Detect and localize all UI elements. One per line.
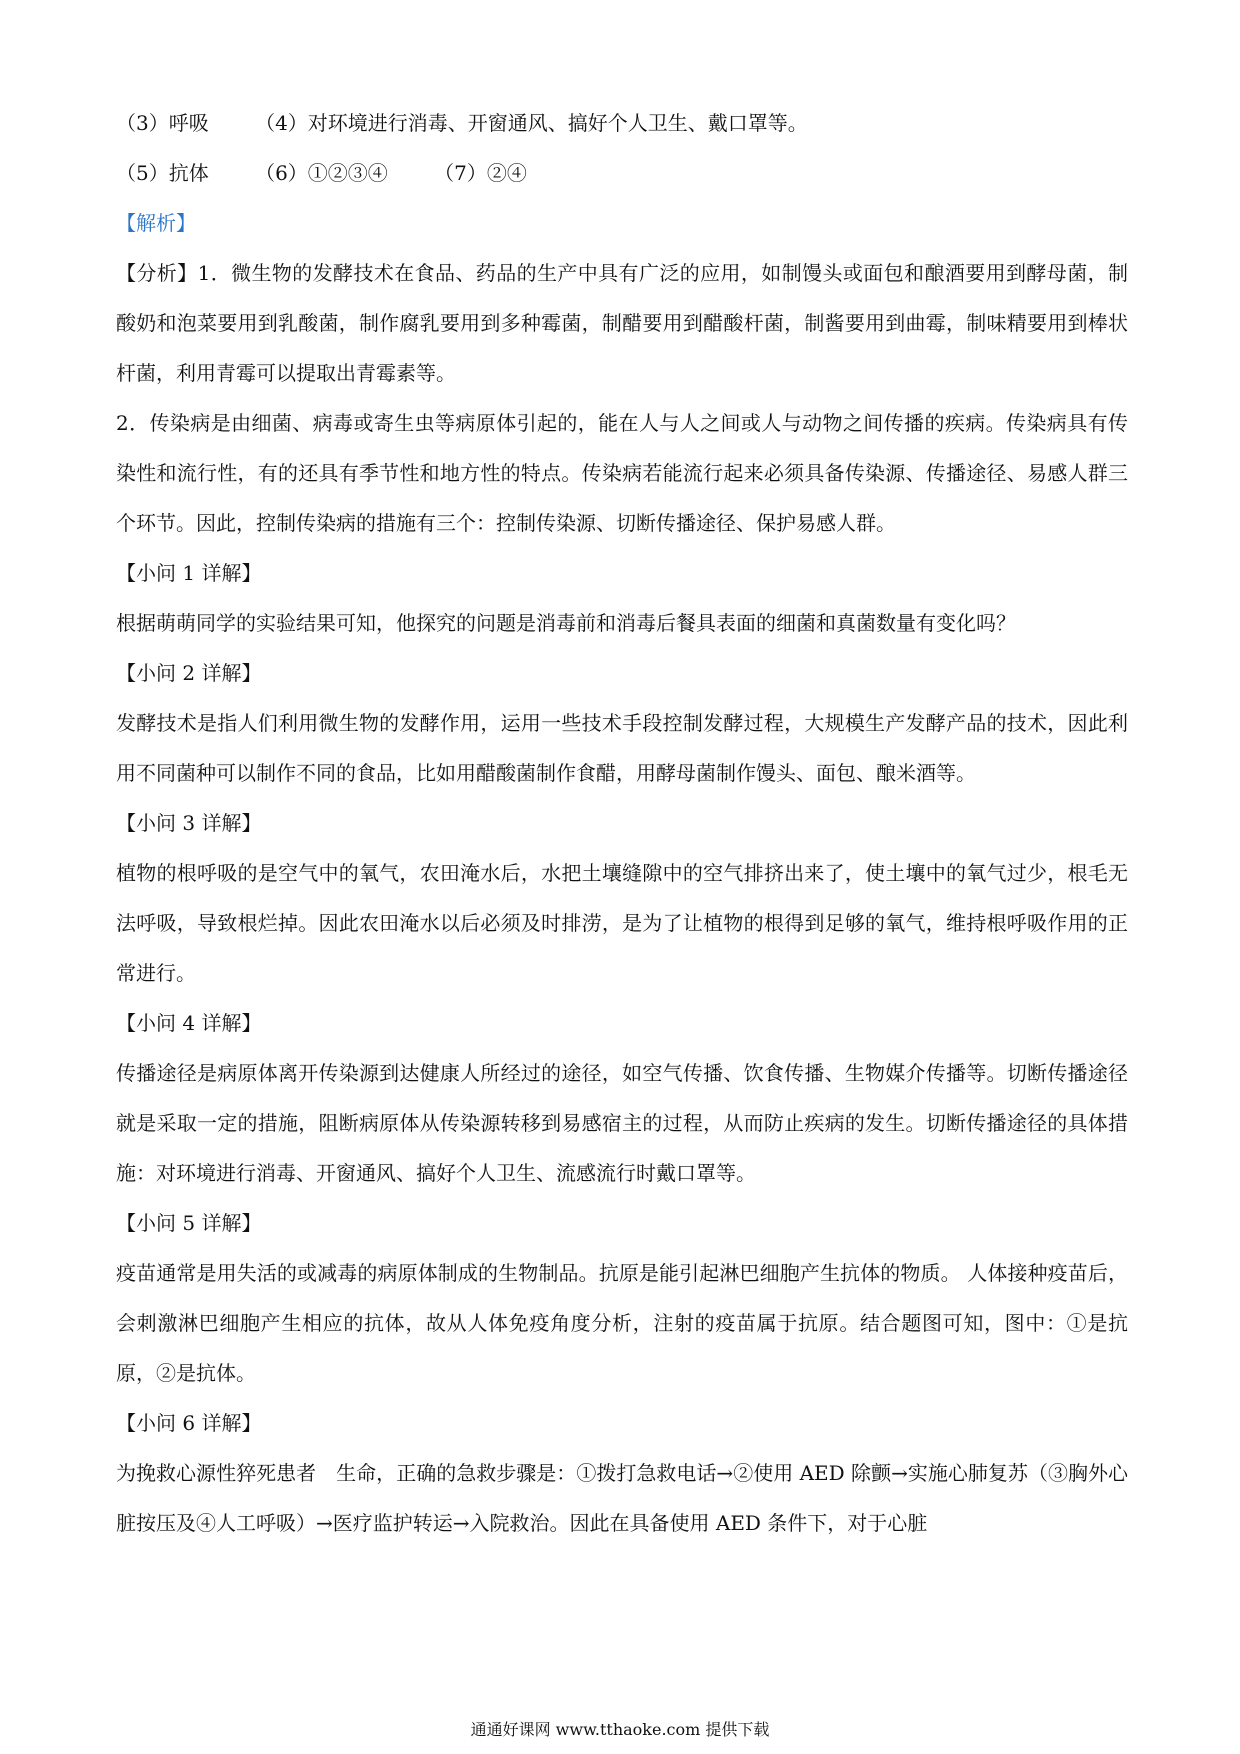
q6-heading: 【小问 6 详解】 (116, 1411, 262, 1435)
q3-text: 植物的根呼吸的是空气中的氧气，农田淹水后，水把土壤缝隙中的空气排挤出来了，使土壤中的氧气过少，根毛无法呼吸，导致根烂掉。因此农田淹水以后必须及时排涝，是为了让植物的根得到足够的氧气，维持根呼吸作用的正常进行。 (116, 861, 1128, 985)
q1-heading: 【小问 1 详解】 (116, 561, 262, 585)
page-footer: 通通好课网 www.tthaoke.com 提供下载 (470, 1720, 770, 1739)
q2-text: 发酵技术是指人们利用微生物的发酵作用，运用一些技术手段控制发酵过程，大规模生产发酵产品的技术，因此利用不同菌种可以制作不同的食品，比如用醋酸菌制作食醋，用酵母菌制作馒头、面包、酿米酒等。 (116, 711, 1128, 785)
q4-heading: 【小问 4 详解】 (116, 1011, 262, 1035)
q3-heading: 【小问 3 详解】 (116, 811, 262, 835)
answer-row-2: （5）抗体 （6）①②③④ （7）②④ (116, 161, 527, 185)
document-body (116, 98, 1128, 1548)
q1-text: 根据萌萌同学的实验结果可知，他探究的问题是消毒前和消毒后餐具表面的细菌和真菌数量有变化吗？ (116, 611, 1016, 635)
q4-text: 传播途径是病原体离开传染源到达健康人所经过的途径，如空气传播、饮食传播、生物媒介传播等。切断传播途径就是采取一定的措施，阻断病原体从传染源转移到易感宿主的过程，从而防止疾病的发生。切断传播途径的具体措施：对环境进行消毒、开窗通风、搞好个人卫生、流感流行时戴口罩等。 (116, 1061, 1128, 1185)
q2-heading: 【小问 2 详解】 (116, 661, 262, 685)
q5-heading: 【小问 5 详解】 (116, 1211, 262, 1235)
q5-text: 疫苗通常是用失活的或减毒的病原体制成的生物制品。抗原是能引起淋巴细胞产生抗体的物质。 人体接种疫苗后，会刺激淋巴细胞产生相应的抗体，故从人体免疫角度分析，注射的疫苗属于抗原。结合题图可知，图中：①是抗原，②是抗体。 (116, 1261, 1128, 1385)
analysis-paragraph-2: 2．传染病是由细菌、病毒或寄生虫等病原体引起的，能在人与人之间或人与动物之间传播的疾病。传染病具有传染性和流行性，有的还具有季节性和地方性的特点。传染病若能流行起来必须具备传染源、传播途径、易感人群三个环节。因此，控制传染病的措施有三个：控制传染源、切断传播途径、保护易感人群。 (116, 411, 1128, 535)
analysis-tag: 【解析】 (116, 211, 196, 235)
q6-text: 为挽救心源性猝死患者 生命，正确的急救步骤是：①拨打急救电话→②使用 AED 除颤→实施心肺复苏（③胸外心脏按压及④人工呼吸）→医疗监护转运→入院救治。因此在具备使用 AED 条件下，对于心脏 (116, 1461, 1128, 1535)
analysis-paragraph-1: 【分析】1．微生物的发酵技术在食品、药品的生产中具有广泛的应用，如制馒头或面包和酿酒要用到酵母菌，制酸奶和泡菜要用到乳酸菌，制作腐乳要用到多种霉菌，制醋要用到醋酸杆菌，制酱要用到曲霉，制味精要用到棒状杆菌，利用青霉可以提取出青霉素等。 (116, 261, 1128, 385)
answer-row-1: （3）呼吸 （4）对环境进行消毒、开窗通风、搞好个人卫生、戴口罩等。 (116, 111, 808, 135)
